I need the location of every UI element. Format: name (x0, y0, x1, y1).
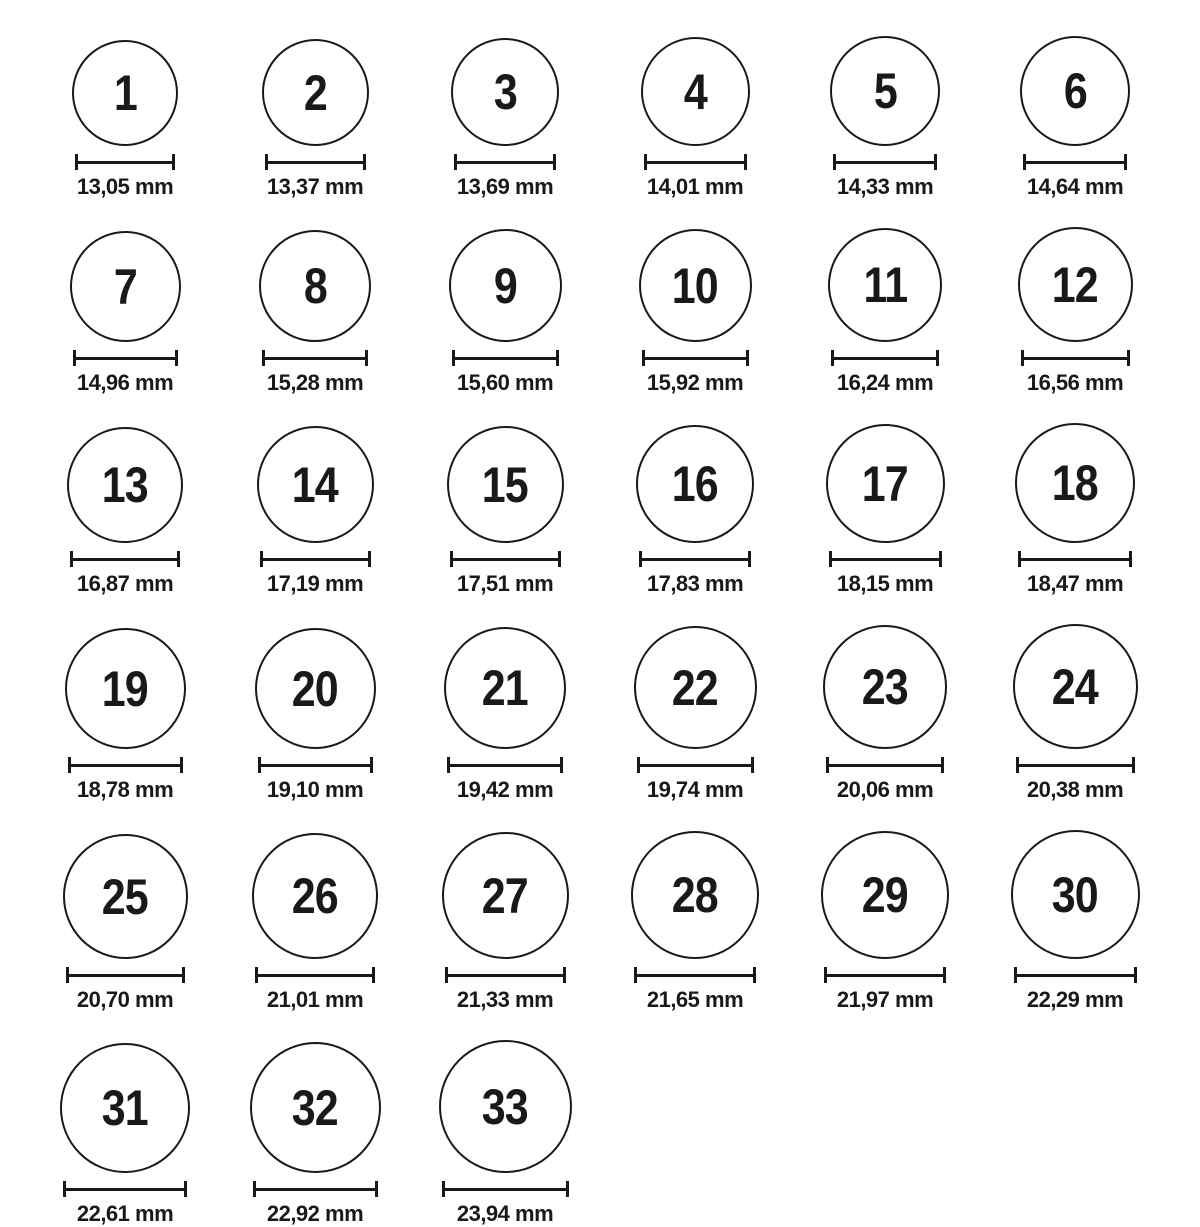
chart-row (30, 36, 1170, 200)
diameter-measure-line (634, 967, 756, 983)
ring-circle (449, 229, 562, 342)
ring-size-number: 2 (303, 64, 327, 121)
diameter-label: 19,42 mm (456, 777, 554, 802)
ring-size-item (600, 624, 790, 803)
ring-circle (636, 425, 754, 543)
diameter-measure-line (260, 551, 371, 567)
ring-size-number: 5 (873, 63, 897, 119)
diameter-measure-line (447, 757, 563, 773)
ring-size-item (30, 227, 220, 396)
ring-circle (1020, 36, 1130, 146)
diameter-measure-line (1023, 154, 1127, 170)
diameter-label: 17,51 mm (456, 571, 554, 596)
diameter-label: 22,29 mm (1026, 987, 1124, 1012)
ring-circle (634, 626, 757, 749)
diameter-measure-line (265, 154, 366, 170)
diameter-label: 15,28 mm (266, 370, 364, 395)
ring-size-number: 18 (1051, 455, 1099, 511)
diameter-label: 22,61 mm (76, 1201, 174, 1226)
diameter-label: 13,37 mm (266, 174, 364, 199)
chart-row (30, 227, 1170, 396)
ring-size-item (790, 227, 980, 396)
diameter-measure-line (452, 350, 559, 366)
ring-size-item (410, 624, 600, 803)
ring-size-number: 21 (481, 660, 529, 716)
diameter-measure-line (642, 350, 749, 366)
diameter-measure-line (75, 154, 175, 170)
diameter-measure-line (824, 967, 946, 983)
ring-size-number: 14 (291, 456, 339, 513)
ring-size-number: 24 (1051, 658, 1099, 715)
ring-size-item (980, 227, 1170, 396)
ring-size-item (600, 830, 790, 1013)
ring-circle (255, 628, 376, 749)
diameter-measure-line (73, 350, 178, 366)
ring-size-item (790, 830, 980, 1013)
diameter-label: 21,97 mm (836, 987, 934, 1012)
diameter-label: 16,56 mm (1026, 370, 1124, 395)
ring-size-item (410, 423, 600, 597)
ring-size-item (220, 227, 410, 396)
ring-circle (63, 834, 188, 959)
ring-size-number: 6 (1063, 63, 1087, 119)
ring-size-number: 9 (493, 257, 517, 314)
diameter-measure-line (253, 1181, 378, 1197)
diameter-label: 14,64 mm (1026, 174, 1124, 199)
ring-size-number: 22 (671, 659, 719, 716)
ring-circle (262, 39, 369, 146)
diameter-measure-line (70, 551, 180, 567)
diameter-label: 13,05 mm (76, 174, 174, 199)
chart-row (30, 624, 1170, 803)
ring-circle (259, 230, 371, 342)
diameter-label: 19,74 mm (646, 777, 744, 802)
ring-circle (444, 627, 566, 749)
ring-size-number: 29 (861, 867, 909, 923)
diameter-label: 21,33 mm (456, 987, 554, 1012)
diameter-measure-line (833, 154, 937, 170)
ring-size-number: 31 (101, 1080, 149, 1136)
diameter-measure-line (454, 154, 556, 170)
diameter-label: 14,01 mm (646, 174, 744, 199)
ring-size-item (220, 830, 410, 1013)
ring-size-item (220, 423, 410, 597)
ring-size-item (600, 227, 790, 396)
ring-circle (823, 625, 947, 749)
diameter-label: 20,06 mm (836, 777, 934, 802)
ring-size-number: 15 (481, 456, 529, 513)
ring-size-item (790, 423, 980, 597)
ring-circle (826, 424, 945, 543)
diameter-label: 15,92 mm (646, 370, 744, 395)
diameter-measure-line (255, 967, 375, 983)
ring-circle (250, 1042, 381, 1173)
diameter-label: 18,15 mm (836, 571, 934, 596)
ring-size-item (600, 423, 790, 597)
diameter-measure-line (442, 1181, 569, 1197)
diameter-label: 20,38 mm (1026, 777, 1124, 802)
ring-size-number: 20 (291, 660, 339, 717)
ring-circle (257, 426, 374, 543)
ring-size-number: 17 (861, 455, 909, 512)
ring-size-item (30, 423, 220, 597)
ring-circle (70, 231, 181, 342)
diameter-label: 14,33 mm (836, 174, 934, 199)
ring-circle (821, 831, 949, 959)
ring-circle (830, 36, 940, 146)
ring-circle (67, 427, 183, 543)
ring-circle (442, 832, 569, 959)
ring-circle (641, 37, 750, 146)
diameter-measure-line (68, 757, 183, 773)
ring-size-item (600, 36, 790, 200)
diameter-label: 19,10 mm (266, 777, 364, 802)
ring-circle (72, 40, 178, 146)
diameter-label: 13,69 mm (456, 174, 554, 199)
ring-size-number: 7 (113, 258, 137, 315)
ring-size-number: 28 (671, 867, 719, 923)
ring-size-number: 12 (1051, 256, 1099, 313)
diameter-label: 17,19 mm (266, 571, 364, 596)
diameter-measure-line (826, 757, 944, 773)
diameter-measure-line (445, 967, 566, 983)
ring-circle (451, 38, 559, 146)
ring-size-item (220, 1040, 410, 1227)
ring-size-number: 11 (863, 257, 907, 313)
ring-circle (1015, 423, 1135, 543)
diameter-measure-line (262, 350, 368, 366)
ring-size-number: 4 (683, 63, 707, 120)
ring-size-number: 25 (101, 868, 149, 925)
ring-circle (828, 228, 942, 342)
ring-size-item (220, 624, 410, 803)
ring-circle (639, 229, 752, 342)
ring-size-item (980, 624, 1170, 803)
ring-size-item (790, 36, 980, 200)
diameter-label: 16,87 mm (76, 571, 174, 596)
diameter-measure-line (831, 350, 939, 366)
diameter-measure-line (63, 1181, 187, 1197)
ring-size-item (30, 1040, 220, 1227)
ring-size-number: 32 (291, 1079, 339, 1136)
ring-circle (631, 831, 759, 959)
ring-circle (65, 628, 186, 749)
diameter-label: 16,24 mm (836, 370, 934, 395)
diameter-label: 22,92 mm (266, 1201, 364, 1226)
diameter-label: 20,70 mm (76, 987, 174, 1012)
diameter-measure-line (1018, 551, 1132, 567)
ring-circle (1011, 830, 1140, 959)
chart-row (30, 423, 1170, 597)
diameter-label: 21,01 mm (266, 987, 364, 1012)
ring-size-number: 10 (671, 257, 719, 314)
ring-circle (439, 1040, 572, 1173)
ring-size-number: 23 (861, 659, 909, 715)
ring-size-number: 8 (303, 258, 327, 314)
diameter-label: 17,83 mm (646, 571, 744, 596)
ring-size-item (790, 624, 980, 803)
ring-size-number: 1 (113, 65, 137, 121)
chart-row (30, 830, 1170, 1013)
ring-size-item (410, 1040, 600, 1227)
ring-size-item (980, 830, 1170, 1013)
ring-circle (1018, 227, 1133, 342)
diameter-measure-line (637, 757, 754, 773)
diameter-measure-line (66, 967, 185, 983)
ring-size-item (30, 624, 220, 803)
diameter-measure-line (450, 551, 561, 567)
diameter-label: 23,94 mm (456, 1201, 554, 1226)
ring-size-item (220, 36, 410, 200)
diameter-label: 21,65 mm (646, 987, 744, 1012)
ring-size-number: 19 (101, 660, 149, 717)
chart-row (30, 1040, 1170, 1227)
diameter-label: 18,47 mm (1026, 571, 1124, 596)
diameter-label: 15,60 mm (456, 370, 554, 395)
diameter-measure-line (1014, 967, 1137, 983)
diameter-measure-line (1021, 350, 1130, 366)
diameter-measure-line (258, 757, 373, 773)
diameter-measure-line (639, 551, 751, 567)
ring-size-number: 33 (481, 1078, 529, 1135)
diameter-label: 14,96 mm (76, 370, 174, 395)
ring-size-item (410, 36, 600, 200)
ring-circle (60, 1043, 190, 1173)
ring-circle (447, 426, 564, 543)
ring-size-number: 26 (291, 868, 339, 924)
ring-circle (1013, 624, 1138, 749)
ring-size-item (980, 36, 1170, 200)
diameter-measure-line (1016, 757, 1135, 773)
diameter-label: 18,78 mm (76, 777, 174, 802)
ring-size-item (410, 227, 600, 396)
ring-size-item (30, 36, 220, 200)
ring-size-item (980, 423, 1170, 597)
ring-size-number: 30 (1051, 866, 1099, 923)
ring-size-item (410, 830, 600, 1013)
diameter-measure-line (829, 551, 942, 567)
ring-size-number: 27 (481, 867, 529, 924)
ring-size-number: 16 (671, 456, 719, 512)
ring-size-number: 13 (101, 457, 149, 513)
ring-size-item (30, 830, 220, 1013)
diameter-measure-line (644, 154, 747, 170)
ring-size-number: 3 (493, 64, 517, 120)
ring-circle (252, 833, 378, 959)
